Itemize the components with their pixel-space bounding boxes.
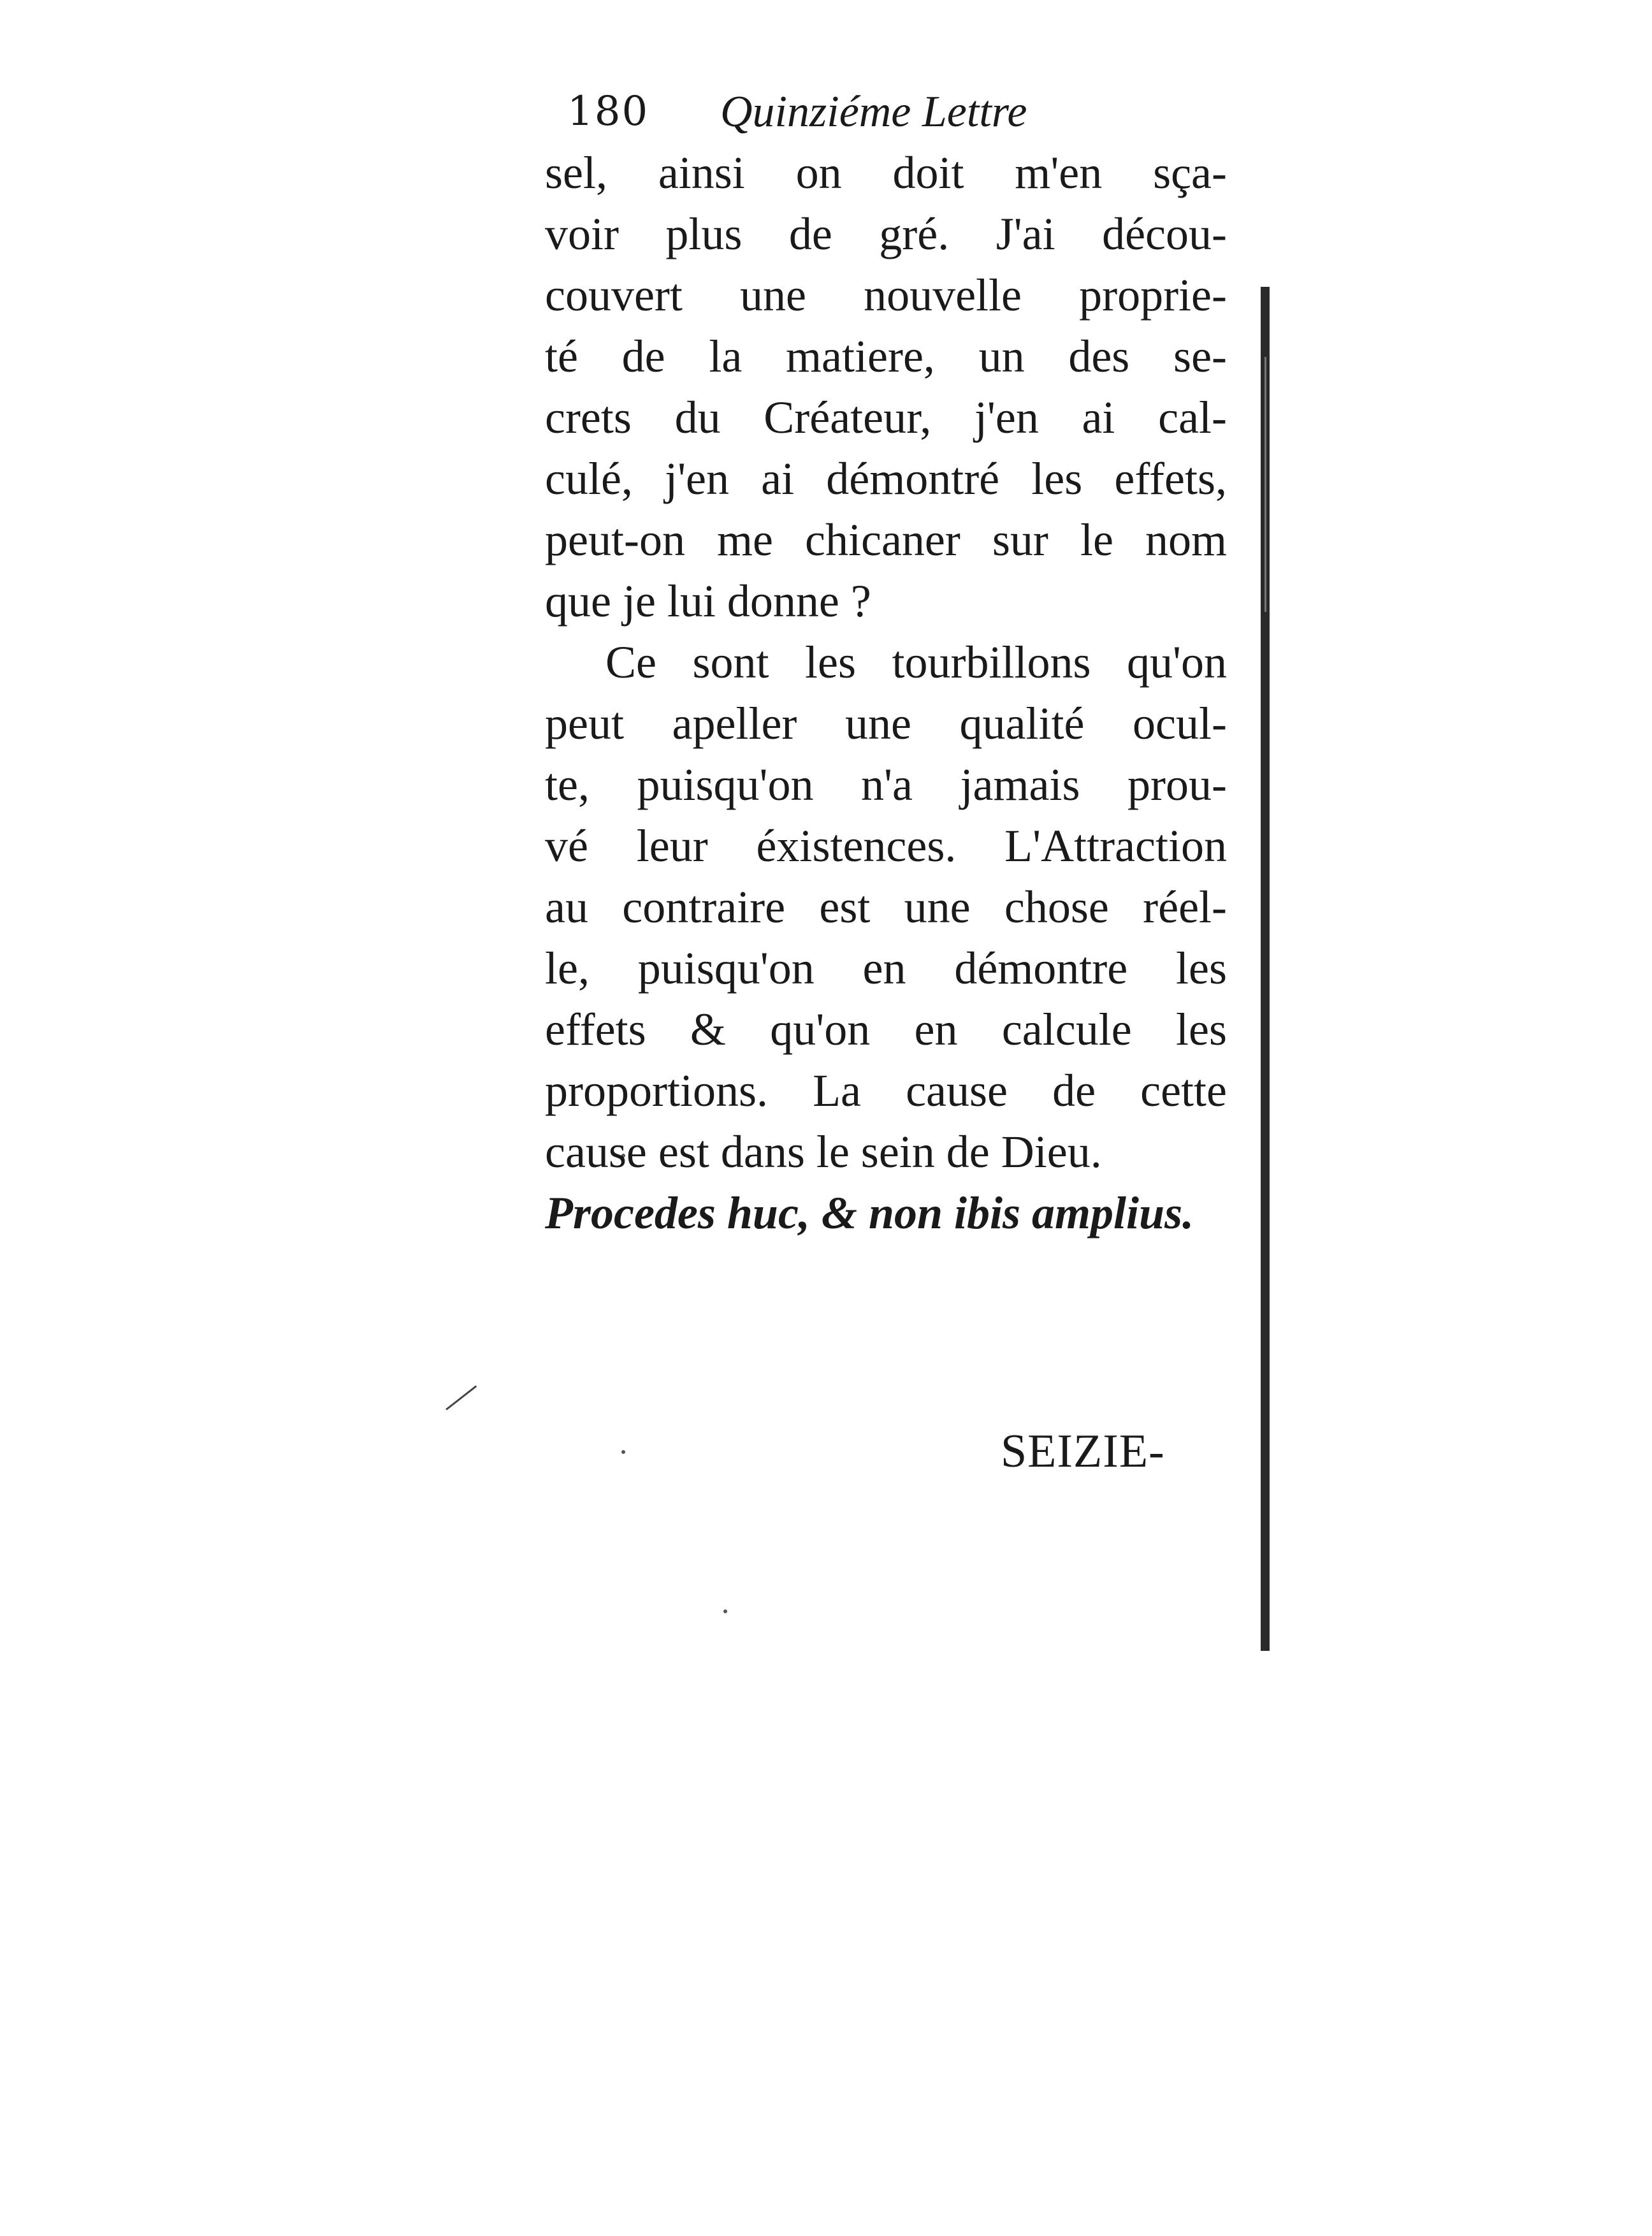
text-line: crets du Créateur, j'en ai cal- xyxy=(545,392,1227,443)
text-line: te, puisqu'on n'a jamais prou- xyxy=(545,759,1227,810)
ink-speck xyxy=(621,1450,625,1454)
text-line: culé, j'en ai démontré les effets, xyxy=(545,453,1227,504)
running-title: Quinziéme Lettre xyxy=(720,87,1027,136)
page-number: 180 xyxy=(567,88,649,135)
catchword: SEIZIE- xyxy=(1001,1425,1165,1477)
text-line: Ce sont les tourbillons qu'on xyxy=(605,637,1227,688)
running-head xyxy=(545,82,1227,142)
text-line: vé leur éxistences. L'Attraction xyxy=(545,820,1227,871)
text-block xyxy=(545,82,1227,1244)
text-line: proportions. La cause de cette xyxy=(545,1065,1227,1116)
text-line: cause est dans le sein de Dieu. xyxy=(545,1126,1102,1177)
text-line: que je lui donne ? xyxy=(545,576,871,627)
text-line: effets & qu'on en calcule les xyxy=(545,1004,1227,1055)
stray-ink-mark xyxy=(446,1385,477,1410)
text-line: té de la matiere, un des se- xyxy=(545,331,1227,382)
ink-speck xyxy=(723,1609,727,1613)
page-edge-line xyxy=(1264,357,1266,612)
text-line: peut-on me chicaner sur le nom xyxy=(545,514,1227,565)
text-line: peut apeller une qualité ocul- xyxy=(545,698,1227,749)
paragraph-2 xyxy=(545,632,1227,1182)
text-line: le, puisqu'on en démontre les xyxy=(545,943,1227,994)
text-line: voir plus de gré. J'ai décou- xyxy=(545,208,1227,259)
text-line: au contraire est une chose réel- xyxy=(545,882,1227,933)
closing-quote: Procedes huc, & non ibis amplius. xyxy=(545,1187,1194,1238)
text-line: couvert une nouvelle proprie- xyxy=(545,270,1227,321)
paragraph-1 xyxy=(545,142,1227,632)
text-line: sel, ainsi on doit m'en sça- xyxy=(545,147,1227,198)
